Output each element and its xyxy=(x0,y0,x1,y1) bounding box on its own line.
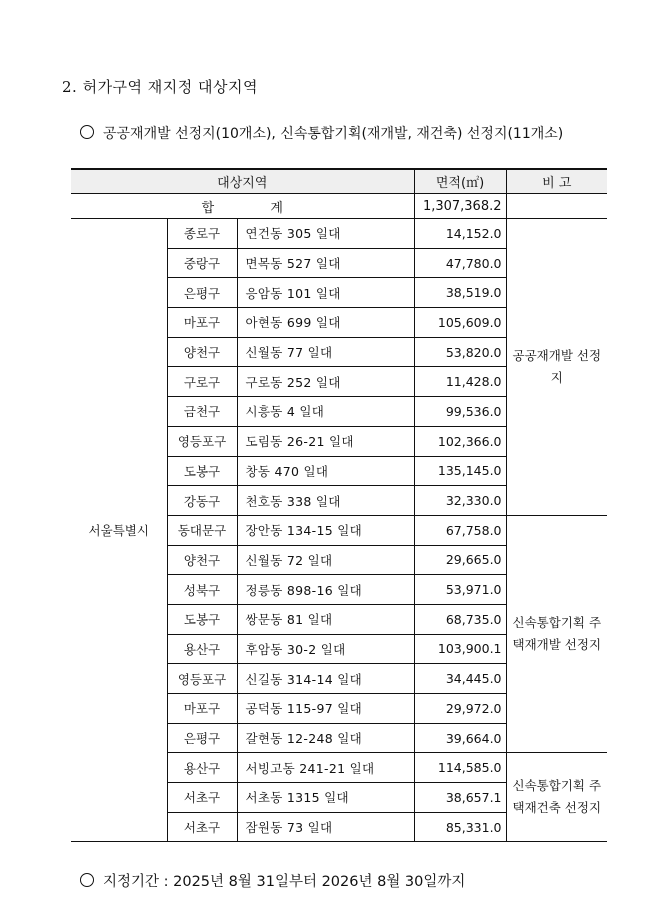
district-cell: 중랑구 xyxy=(167,248,237,278)
location-cell: 응암동 101 일대 xyxy=(237,278,414,308)
location-cell: 정릉동 898-16 일대 xyxy=(237,575,414,605)
district-cell: 서초구 xyxy=(167,812,237,842)
area-cell: 105,609.0 xyxy=(414,308,506,338)
district-cell: 강동구 xyxy=(167,486,237,516)
district-cell: 은평구 xyxy=(167,278,237,308)
area-cell: 99,536.0 xyxy=(414,397,506,427)
header-region: 대상지역 xyxy=(71,169,414,194)
district-cell: 영등포구 xyxy=(167,426,237,456)
period-line xyxy=(80,870,465,891)
district-cell: 은평구 xyxy=(167,723,237,753)
district-cell: 영등포구 xyxy=(167,664,237,694)
location-cell: 천호동 338 일대 xyxy=(237,486,414,516)
district-cell: 서초구 xyxy=(167,783,237,813)
location-cell: 공덕동 115-97 일대 xyxy=(237,694,414,724)
area-cell: 114,585.0 xyxy=(414,753,506,783)
total-label-text: 합 계 xyxy=(201,200,309,216)
location-cell: 아현동 699 일대 xyxy=(237,308,414,338)
area-cell: 29,665.0 xyxy=(414,545,506,575)
area-cell: 32,330.0 xyxy=(414,486,506,516)
location-cell: 신월동 72 일대 xyxy=(237,545,414,575)
circle-bullet-icon xyxy=(80,873,94,887)
district-cell: 도봉구 xyxy=(167,456,237,486)
location-cell: 시흥동 4 일대 xyxy=(237,397,414,427)
note-cell: 공공재개발 선정지 xyxy=(506,219,607,516)
area-cell: 38,519.0 xyxy=(414,278,506,308)
district-cell: 구로구 xyxy=(167,367,237,397)
area-cell: 67,758.0 xyxy=(414,515,506,545)
total-label xyxy=(71,194,414,219)
location-cell: 신길동 314-14 일대 xyxy=(237,664,414,694)
region-table-body xyxy=(71,169,607,842)
location-cell: 창동 470 일대 xyxy=(237,456,414,486)
area-cell: 29,972.0 xyxy=(414,694,506,724)
location-cell: 면목동 527 일대 xyxy=(237,248,414,278)
district-cell: 성북구 xyxy=(167,575,237,605)
location-cell: 후암동 30-2 일대 xyxy=(237,634,414,664)
location-cell: 장안동 134-15 일대 xyxy=(237,515,414,545)
total-note-empty xyxy=(506,194,607,219)
district-cell: 금천구 xyxy=(167,397,237,427)
location-cell: 잠원동 73 일대 xyxy=(237,812,414,842)
city-cell: 서울특별시 xyxy=(71,219,167,842)
section-heading: 2. 허가구역 재지정 대상지역 xyxy=(62,78,259,96)
table-row xyxy=(71,219,607,249)
location-cell: 갈현동 12-248 일대 xyxy=(237,723,414,753)
area-cell: 135,145.0 xyxy=(414,456,506,486)
total-value: 1,307,368.2 xyxy=(414,194,506,219)
district-cell: 도봉구 xyxy=(167,604,237,634)
period-text: 지정기간 : 2025년 8월 31일부터 2026년 8월 30일까지 xyxy=(103,874,466,890)
location-cell: 쌍문동 81 일대 xyxy=(237,604,414,634)
district-cell: 종로구 xyxy=(167,219,237,249)
location-cell: 서초동 1315 일대 xyxy=(237,783,414,813)
area-cell: 102,366.0 xyxy=(414,426,506,456)
district-cell: 용산구 xyxy=(167,634,237,664)
area-cell: 39,664.0 xyxy=(414,723,506,753)
area-cell: 53,971.0 xyxy=(414,575,506,605)
note-cell: 신속통합기획 주택재건축 선정지 xyxy=(506,753,607,842)
circle-bullet-icon xyxy=(80,125,94,139)
area-cell: 11,428.0 xyxy=(414,367,506,397)
area-cell: 85,331.0 xyxy=(414,812,506,842)
header-note: 비 고 xyxy=(506,169,607,194)
location-cell: 신월동 77 일대 xyxy=(237,337,414,367)
header-area: 면적(㎡) xyxy=(414,169,506,194)
subtitle-line xyxy=(80,123,563,143)
table-header-row xyxy=(71,169,607,194)
district-cell: 마포구 xyxy=(167,694,237,724)
district-cell: 마포구 xyxy=(167,308,237,338)
area-cell: 34,445.0 xyxy=(414,664,506,694)
district-cell: 동대문구 xyxy=(167,515,237,545)
area-cell: 47,780.0 xyxy=(414,248,506,278)
district-cell: 양천구 xyxy=(167,545,237,575)
district-cell: 용산구 xyxy=(167,753,237,783)
note-cell: 신속통합기획 주택재개발 선정지 xyxy=(506,515,607,753)
subtitle-text: 공공재개발 선정지(10개소), 신속통합기획(재개발, 재건축) 선정지(11개소) xyxy=(103,126,564,142)
area-cell: 103,900.1 xyxy=(414,634,506,664)
district-cell: 양천구 xyxy=(167,337,237,367)
area-cell: 68,735.0 xyxy=(414,604,506,634)
area-cell: 14,152.0 xyxy=(414,219,506,249)
total-row xyxy=(71,194,607,219)
location-cell: 서빙고동 241-21 일대 xyxy=(237,753,414,783)
location-cell: 도림동 26-21 일대 xyxy=(237,426,414,456)
location-cell: 구로동 252 일대 xyxy=(237,367,414,397)
area-cell: 53,820.0 xyxy=(414,337,506,367)
location-cell: 연건동 305 일대 xyxy=(237,219,414,249)
area-cell: 38,657.1 xyxy=(414,783,506,813)
region-table xyxy=(71,168,607,842)
